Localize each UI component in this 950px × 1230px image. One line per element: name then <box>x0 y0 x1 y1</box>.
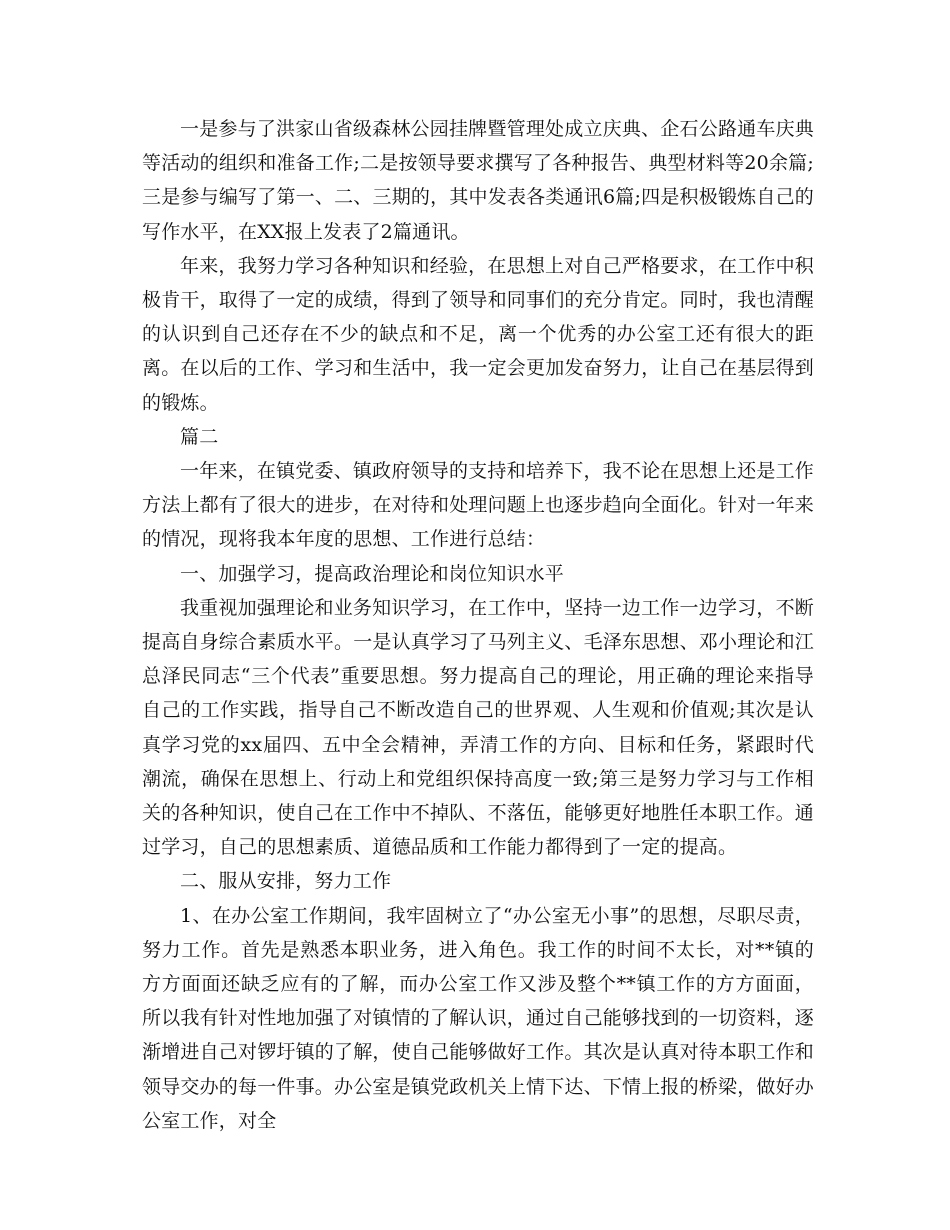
section-heading-1: 一、加强学习，提高政治理论和岗位知识水平 <box>180 562 565 585</box>
section-title-pian-er: 篇二 <box>180 425 219 448</box>
document-page <box>142 112 814 1138</box>
paragraph-4: 我重视加强理论和业务知识学习，在工作中，坚持一边工作一边学习，不断提高自身综合素质水平。一是认真学习了马列主义、毛泽东思想、邓小理论和江总泽民同志“三个代表”重要思想。努力提高自己的理论，用正确的理论来指导自己的工作实践，指导自己不断改造自己的世界观、人生观和价值观;其次是认真学习党的xx届四、五中全会精神，弄清工作的方向、目标和任务，紧跟时代潮流，确保在思想上、行动上和党组织保持高度一致;第三是努力学习与工作相关的各种知识，使自己在工作中不掉队、不落伍，能够更好地胜任本职工作。通过学习，自己的思想素质、道德品质和工作能力都得到了一定的提高。 <box>142 596 815 859</box>
paragraph-3: 一年来，在镇党委、镇政府领导的支持和培养下，我不论在思想上还是工作方法上都有了很大的进步，在对待和处理问题上也逐步趋向全面化。针对一年来的情况，现将我本年度的思想、工作进行总结： <box>142 460 815 551</box>
paragraph-2: 年来，我努力学习各种知识和经验，在思想上对自己严格要求，在工作中积极肯干，取得了一定的成绩，得到了领导和同事们的充分肯定。同时，我也清醒的认识到自己还存在不少的缺点和不足，离一个优秀的办公室工还有很大的距离。在以后的工作、学习和生活中，我一定会更加发奋努力，让自己在基层得到的锻炼。 <box>142 254 815 414</box>
paragraph-1: 一是参与了洪家山省级森林公园挂牌暨管理处成立庆典、企石公路通车庆典等活动的组织和准备工作;二是按领导要求撰写了各种报告、典型材料等20余篇;三是参与编写了第一、二、三期的，其中发表各类通讯6篇;四是积极锻炼自己的写作水平，在XX报上发表了2篇通讯。 <box>142 118 814 243</box>
section-heading-2: 二、服从安排，努力工作 <box>180 870 392 893</box>
paragraph-5: 1、在办公室工作期间，我牢固树立了“办公室无小事”的思想，尽职尽责，努力工作。首先是熟悉本职业务，进入角色。我工作的时间不太长，对**镇的方方面面还缺乏应有的了解，而办公室工作又涉及整个**镇工作的方方面面，所以我有针对性地加强了对镇情的了解认识，通过自己能够找到的一切资料，逐渐增进自己对锣圩镇的了解，使自己能够做好工作。其次是认真对待本职工作和领导交办的每一件事。办公室是镇党政机关上情下达、下情上报的桥梁，做好办公室工作，对全 <box>142 904 815 1132</box>
